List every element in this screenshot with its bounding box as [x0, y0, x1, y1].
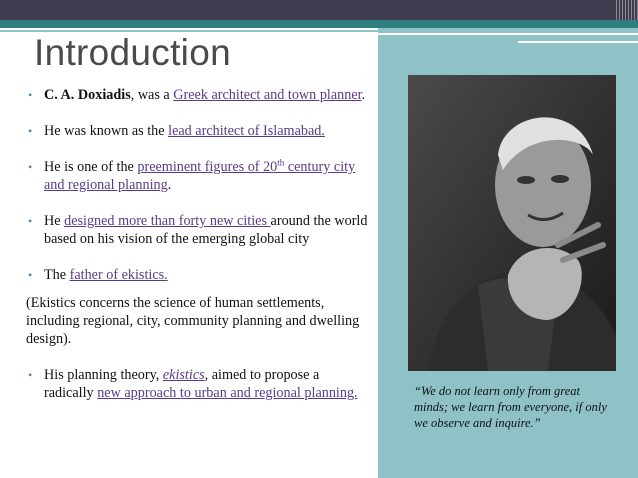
text: , aimed to propose a radically: [44, 367, 320, 401]
link-new-approach[interactable]: new approach to urban and regional planning.: [97, 385, 358, 401]
bullet-item: [26, 122, 371, 140]
link-architect[interactable]: Greek architect and town planner: [173, 87, 362, 103]
person-name: C. A. Doxiadis: [44, 87, 131, 103]
bullet-icon: •: [28, 368, 33, 382]
slide-title: Introduction: [34, 32, 231, 73]
bullet-icon: •: [28, 124, 33, 138]
quote-text: “We do not learn only from great minds; we learn from everyone, if only we observe and inquire.”: [414, 384, 607, 430]
text: He is one of the: [44, 159, 138, 175]
link-text: century city and regional planning: [44, 159, 356, 193]
link-cities[interactable]: designed more than forty new cities: [64, 213, 271, 229]
link-ekistics[interactable]: [163, 367, 205, 383]
top-bar: [0, 0, 638, 20]
text: around the world based on his vision of the emerging global city: [44, 213, 368, 247]
link-text: ekistics: [162, 367, 205, 383]
decorative-lines: [616, 0, 638, 20]
text: .: [167, 177, 172, 193]
link-islamabad[interactable]: lead architect of Islamabad.: [168, 123, 325, 139]
bullet-item: [26, 366, 371, 402]
link-ekistics-father[interactable]: father of ekistics.: [69, 267, 168, 283]
link-text: preeminent figures of 20: [137, 159, 278, 175]
ekistics-paragraph: (Ekistics concerns the science of human settlements, including regional, city, community planning and dwelling design).: [26, 295, 360, 347]
slide-content: [26, 86, 371, 420]
text: He: [44, 213, 65, 229]
bullet-item: [26, 86, 371, 104]
text: He was known as the: [44, 123, 169, 139]
superscript: th: [277, 157, 285, 168]
bullet-item: [26, 158, 371, 194]
bullet-icon: •: [28, 214, 33, 228]
text: .: [361, 87, 366, 103]
portrait-photo: [408, 75, 616, 371]
text: His planning theory,: [44, 367, 163, 383]
bullet-icon: •: [28, 160, 33, 174]
text: The: [44, 267, 70, 283]
panel-line-short: [518, 41, 638, 43]
bullet-item: [26, 266, 371, 284]
bullet-item: [26, 212, 371, 248]
portrait-image: [408, 75, 616, 371]
panel-line: [378, 33, 638, 35]
bullet-icon: •: [28, 268, 33, 282]
accent-bar: [0, 20, 638, 28]
bullet-icon: •: [28, 88, 33, 102]
text: , was a: [130, 87, 174, 103]
